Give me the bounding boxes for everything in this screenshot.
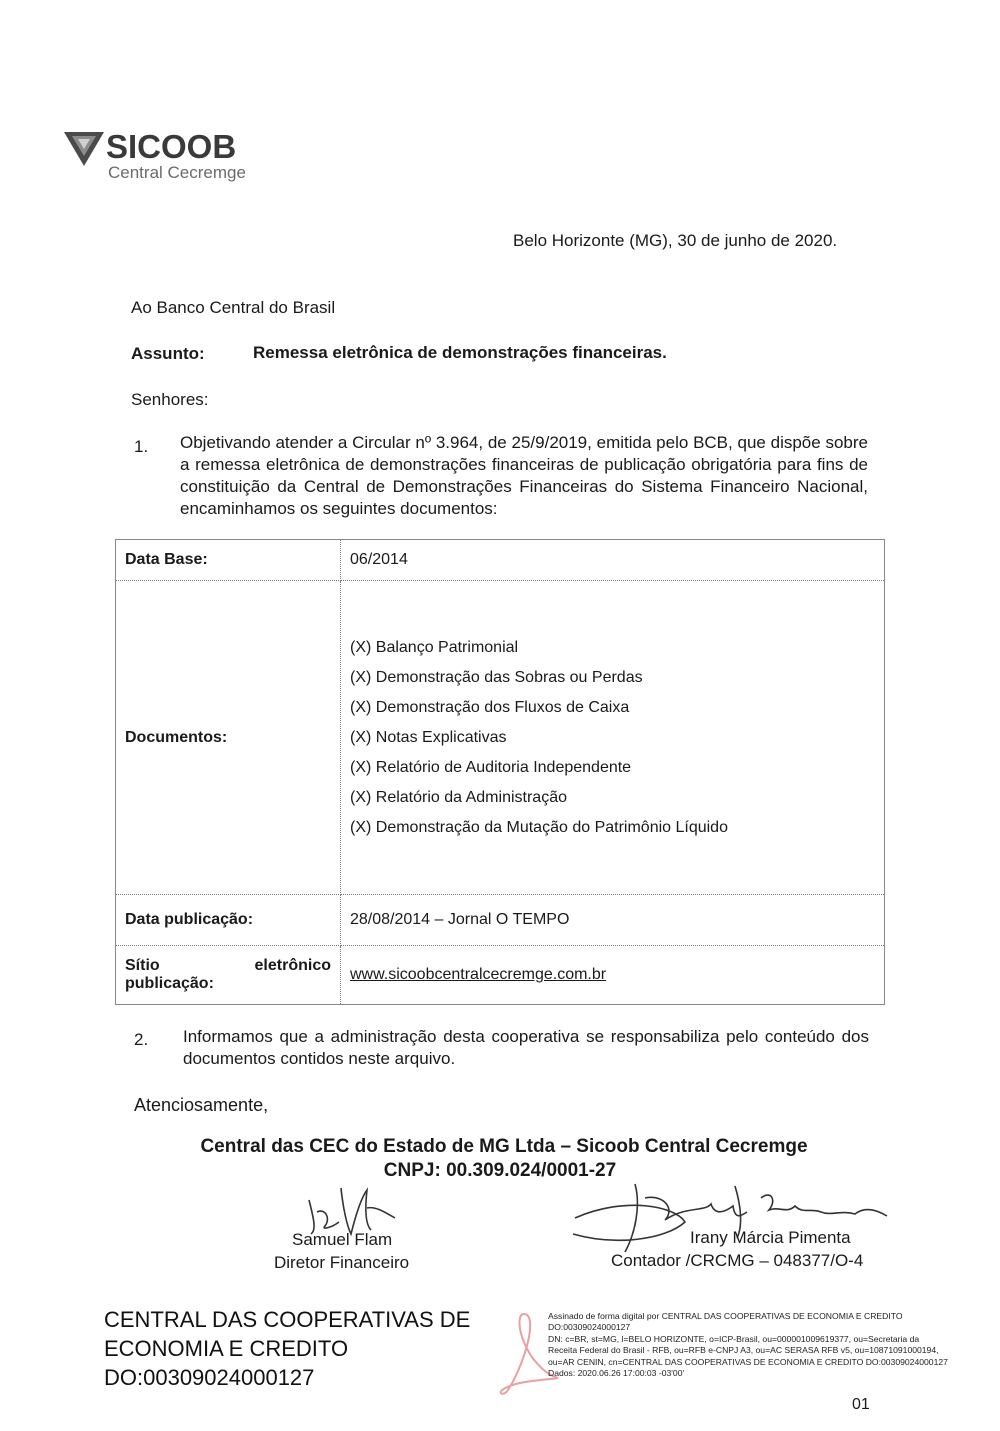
documents-cell [341, 581, 885, 895]
holder-line: ECONOMIA E CREDITO [104, 1336, 349, 1361]
company-cnpj: CNPJ: 00.309.024/0001-27 [383, 1160, 617, 1181]
detail-line: DO:00309024000127 [548, 1322, 631, 1333]
paragraph-1-number: 1. [134, 437, 149, 456]
list-item: (X) Demonstração das Sobras ou Perdas [350, 668, 643, 686]
website-label-line2: publicação: [125, 975, 214, 992]
closing: Atenciosamente, [134, 1095, 269, 1115]
publication-date-label: Data publicação: [116, 895, 341, 946]
data-base-label: Data Base: [116, 540, 341, 581]
logo-subtitle: Central Cecremge [108, 163, 246, 182]
website-cell [341, 946, 885, 1005]
detail-line: Assinado de forma digital por CENTRAL DAS COOPERATIVAS DE ECONOMIA E CREDITO [548, 1311, 903, 1321]
detail-line: ou=AR CENIN, cn=CENTRAL DAS COOPERATIVAS DE ECONOMIA E CREDITO DO:00309024000127 [548, 1356, 948, 1367]
subject-label: Assunto: [131, 344, 205, 363]
table-row [116, 895, 885, 946]
list-item: (X) Demonstração da Mutação do Patrimônio Líquido [350, 818, 728, 836]
website-link[interactable]: www.sicoobcentralcecremge.com.br [350, 966, 607, 983]
page-number: 01 [852, 1396, 870, 1413]
addressee: Ao Banco Central do Brasil [131, 298, 336, 317]
subject-text: Remessa eletrônica de demonstrações financeiras. [253, 343, 667, 362]
signature-1-scribble [295, 1178, 405, 1238]
signer-1-role: Diretor Financeiro [274, 1253, 410, 1272]
list-item: (X) Relatório de Auditoria Independente [350, 758, 632, 776]
signer-2-role: Contador /CRCMG – 048377/O-4 [611, 1251, 864, 1270]
holder-line: CENTRAL DAS COOPERATIVAS DE [104, 1307, 471, 1332]
signer-1-name: Samuel Flam [292, 1230, 393, 1249]
signer-2-name: Irany Márcia Pimenta [690, 1228, 851, 1247]
detail-line: DN: c=BR, st=MG, l=BELO HORIZONTE, o=ICP-Brasil, ou=000001009619377, ou=Secretaria da [548, 1333, 920, 1344]
documents-label: Documentos: [116, 581, 341, 895]
publication-date-value: 28/08/2014 – Jornal O TEMPO [341, 895, 885, 946]
table-row [116, 946, 885, 1005]
documents-table [115, 539, 885, 1005]
list-item: (X) Demonstração dos Fluxos de Caixa [350, 698, 630, 716]
digital-signature-holder [104, 1305, 470, 1392]
company-name: Central das CEC do Estado de MG Ltda – Sicoob Central Cecremge [200, 1136, 808, 1157]
sicoob-logo-icon [64, 128, 104, 168]
documents-list [350, 633, 875, 843]
digital-signature-details [548, 1311, 978, 1379]
list-item: (X) Notas Explicativas [350, 728, 507, 746]
date-line: Belo Horizonte (MG), 30 de junho de 2020. [513, 231, 838, 250]
paragraph-2-number: 2. [134, 1030, 149, 1049]
greeting: Senhores: [131, 390, 209, 409]
detail-line: Receita Federal do Brasil - RFB, ou=RFB e-CNPJ A3, ou=AC SERASA RFB v5, ou=10871091000194, [548, 1345, 939, 1356]
website-label [116, 946, 341, 1005]
list-item: (X) Relatório da Administração [350, 788, 567, 806]
website-label-line1 [125, 957, 331, 975]
list-item: (X) Balanço Patrimonial [350, 638, 519, 656]
website-label-word: Sítio [125, 957, 160, 974]
holder-line: DO:00309024000127 [104, 1365, 315, 1390]
table-row [116, 581, 885, 895]
paragraph-2: Informamos que a administração desta cooperativa se responsabiliza pelo conteúdo dos documentos contidos neste arquivo. [183, 1027, 869, 1068]
website-label-word: eletrônico [254, 957, 331, 974]
table-row [116, 540, 885, 581]
logo-wordmark: SICOOB [106, 128, 237, 165]
detail-line: Dados: 2020.06.26 17:00:03 -03'00' [548, 1368, 685, 1379]
paragraph-1: Objetivando atender a Circular nº 3.964, de 25/9/2019, emitida pelo BCB, que dispõe sobre a remessa eletrônica de demonstrações financeiras de publicação obrigatória para fins de constituição da Central de Demonstrações Financeiras do Sistema Financeiro Nacional, encaminhamos os seguintes documentos: [180, 433, 868, 518]
data-base-value: 06/2014 [341, 540, 885, 581]
